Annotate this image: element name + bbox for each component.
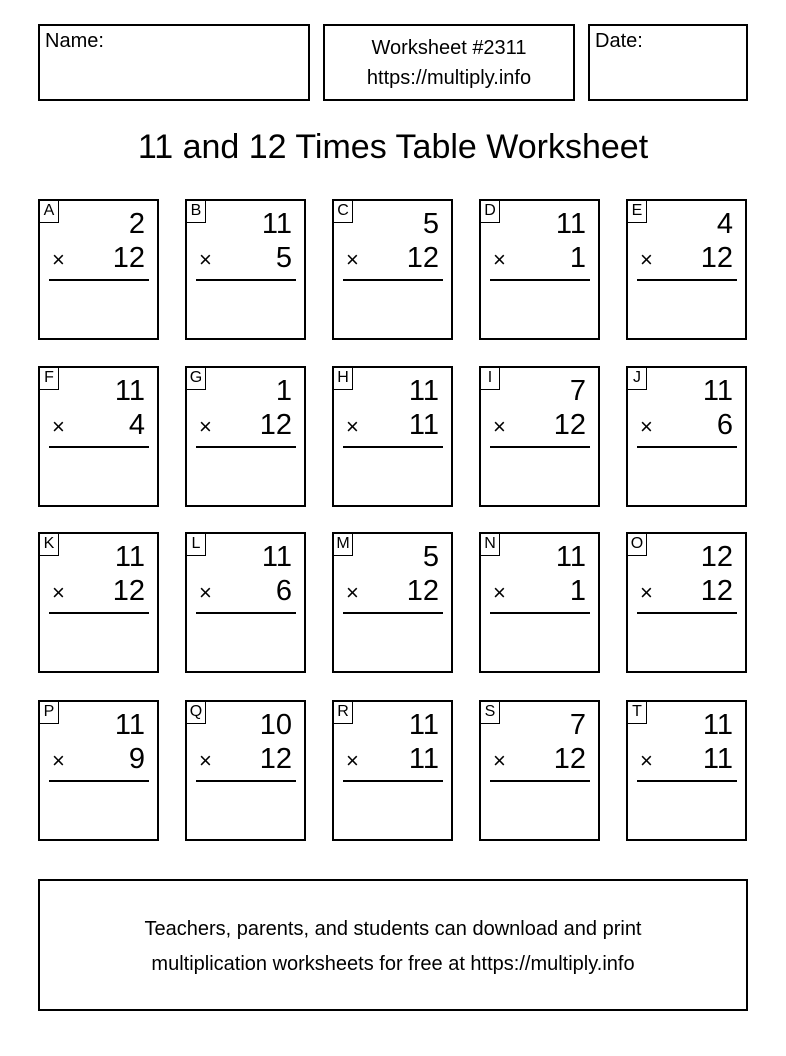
- problem-letter: S: [481, 702, 500, 724]
- problem-multiplicand: 10: [259, 709, 292, 741]
- answer-rule: [49, 446, 149, 448]
- problem-multiplicand: 7: [569, 375, 586, 407]
- problem-card: [479, 532, 600, 673]
- multiply-sign: ×: [346, 580, 359, 605]
- problem-letter: D: [481, 201, 500, 223]
- answer-rule: [637, 446, 737, 448]
- problem-letter: C: [334, 201, 353, 223]
- footer-text-line-2: multiplication worksheets for free at https://multiply.info: [151, 953, 635, 975]
- page-title: 11 and 12 Times Table Worksheet: [137, 128, 649, 166]
- answer-rule: [49, 279, 149, 281]
- answer-rule: [343, 780, 443, 782]
- problem-multiplicand: 11: [261, 208, 292, 240]
- problem-multiplicand: 11: [261, 541, 292, 573]
- multiply-sign: ×: [199, 414, 212, 439]
- multiply-sign: ×: [52, 414, 65, 439]
- problem-card: [38, 199, 159, 340]
- problem-letter: I: [481, 368, 500, 390]
- problem-letter: Q: [187, 702, 206, 724]
- problem-card: [185, 700, 306, 841]
- problem-multiplicand: 5: [422, 208, 439, 240]
- problem-card: [332, 199, 453, 340]
- name-label: Name:: [45, 30, 104, 52]
- worksheet-number: Worksheet #2311: [371, 37, 527, 59]
- problem-card: [38, 366, 159, 507]
- multiply-sign: ×: [52, 748, 65, 773]
- problem-letter: G: [187, 368, 206, 390]
- problem-letter: F: [40, 368, 59, 390]
- problem-multiplicand: 11: [114, 375, 145, 407]
- problem-multiplier: 1: [569, 575, 586, 607]
- answer-rule: [343, 446, 443, 448]
- multiply-sign: ×: [640, 580, 653, 605]
- problem-card: [332, 700, 453, 841]
- problem-letter: N: [481, 534, 500, 556]
- multiply-sign: ×: [52, 247, 65, 272]
- problem-card: [626, 366, 747, 507]
- problem-multiplicand: 2: [128, 208, 145, 240]
- problem-multiplier: 12: [112, 242, 145, 274]
- problem-multiplier: 9: [128, 743, 145, 775]
- problem-letter: B: [187, 201, 206, 223]
- answer-rule: [637, 780, 737, 782]
- problem-multiplicand: 7: [569, 709, 586, 741]
- problem-letter: M: [334, 534, 353, 556]
- problem-multiplicand: 11: [702, 375, 733, 407]
- problem-letter: O: [628, 534, 647, 556]
- problem-letter: J: [628, 368, 647, 390]
- multiply-sign: ×: [52, 580, 65, 605]
- problem-card: [185, 366, 306, 507]
- multiply-sign: ×: [493, 748, 506, 773]
- problem-multiplicand: 11: [114, 541, 145, 573]
- multiply-sign: ×: [640, 748, 653, 773]
- problem-letter: T: [628, 702, 647, 724]
- date-field-box[interactable]: [588, 24, 748, 101]
- problem-multiplier: 4: [128, 409, 145, 441]
- problem-letter: E: [628, 201, 647, 223]
- answer-rule: [343, 612, 443, 614]
- answer-rule: [49, 612, 149, 614]
- problem-letter: A: [40, 201, 59, 223]
- problem-multiplier: 12: [112, 575, 145, 607]
- name-field-box[interactable]: [38, 24, 310, 101]
- problem-multiplicand: 11: [408, 709, 439, 741]
- answer-rule: [490, 446, 590, 448]
- problem-multiplicand: 11: [555, 541, 586, 573]
- problem-letter: P: [40, 702, 59, 724]
- multiply-sign: ×: [199, 247, 212, 272]
- problem-card: [38, 700, 159, 841]
- problem-multiplicand: 11: [408, 375, 439, 407]
- worksheet-url: https://multiply.info: [366, 67, 532, 89]
- answer-rule: [490, 612, 590, 614]
- answer-rule: [343, 279, 443, 281]
- footer-text-line-1: Teachers, parents, and students can download and print: [144, 918, 642, 940]
- problem-multiplicand: 12: [700, 541, 733, 573]
- problem-multiplicand: 5: [422, 541, 439, 573]
- answer-rule: [196, 612, 296, 614]
- problem-multiplier: 12: [259, 743, 292, 775]
- multiply-sign: ×: [346, 247, 359, 272]
- problem-letter: H: [334, 368, 353, 390]
- problem-multiplier: 12: [553, 409, 586, 441]
- problem-multiplier: 5: [275, 242, 292, 274]
- problem-multiplier: 11: [702, 743, 733, 775]
- answer-rule: [196, 780, 296, 782]
- problem-card: [626, 700, 747, 841]
- problem-card: [479, 199, 600, 340]
- problem-multiplicand: 1: [275, 375, 292, 407]
- problem-multiplier: 11: [408, 409, 439, 441]
- problem-multiplier: 12: [259, 409, 292, 441]
- multiply-sign: ×: [640, 247, 653, 272]
- footer-box: [38, 879, 748, 1011]
- multiply-sign: ×: [199, 748, 212, 773]
- problem-multiplier: 12: [553, 743, 586, 775]
- problem-multiplier: 12: [406, 575, 439, 607]
- problem-card: [626, 532, 747, 673]
- problem-multiplier: 12: [700, 242, 733, 274]
- problem-card: [479, 366, 600, 507]
- problem-multiplicand: 11: [702, 709, 733, 741]
- answer-rule: [637, 612, 737, 614]
- problem-multiplier: 12: [700, 575, 733, 607]
- problem-card: [38, 532, 159, 673]
- multiply-sign: ×: [346, 414, 359, 439]
- multiply-sign: ×: [640, 414, 653, 439]
- multiply-sign: ×: [199, 580, 212, 605]
- problem-card: [626, 199, 747, 340]
- problem-multiplier: 6: [716, 409, 733, 441]
- problem-letter: R: [334, 702, 353, 724]
- problem-letter: K: [40, 534, 59, 556]
- worksheet-info-box: [323, 24, 575, 101]
- problem-card: [479, 700, 600, 841]
- answer-rule: [196, 446, 296, 448]
- problem-multiplicand: 11: [555, 208, 586, 240]
- multiply-sign: ×: [493, 414, 506, 439]
- problem-card: [185, 532, 306, 673]
- problem-card: [332, 532, 453, 673]
- answer-rule: [196, 279, 296, 281]
- answer-rule: [637, 279, 737, 281]
- answer-rule: [490, 780, 590, 782]
- problem-card: [332, 366, 453, 507]
- multiply-sign: ×: [493, 247, 506, 272]
- problem-letter: L: [187, 534, 206, 556]
- problem-multiplier: 1: [569, 242, 586, 274]
- problem-card: [185, 199, 306, 340]
- problem-multiplier: 11: [408, 743, 439, 775]
- problem-multiplicand: 4: [716, 208, 733, 240]
- problem-multiplicand: 11: [114, 709, 145, 741]
- multiply-sign: ×: [493, 580, 506, 605]
- answer-rule: [490, 279, 590, 281]
- multiply-sign: ×: [346, 748, 359, 773]
- date-label: Date:: [595, 30, 643, 52]
- problem-multiplier: 6: [275, 575, 292, 607]
- answer-rule: [49, 780, 149, 782]
- problem-multiplier: 12: [406, 242, 439, 274]
